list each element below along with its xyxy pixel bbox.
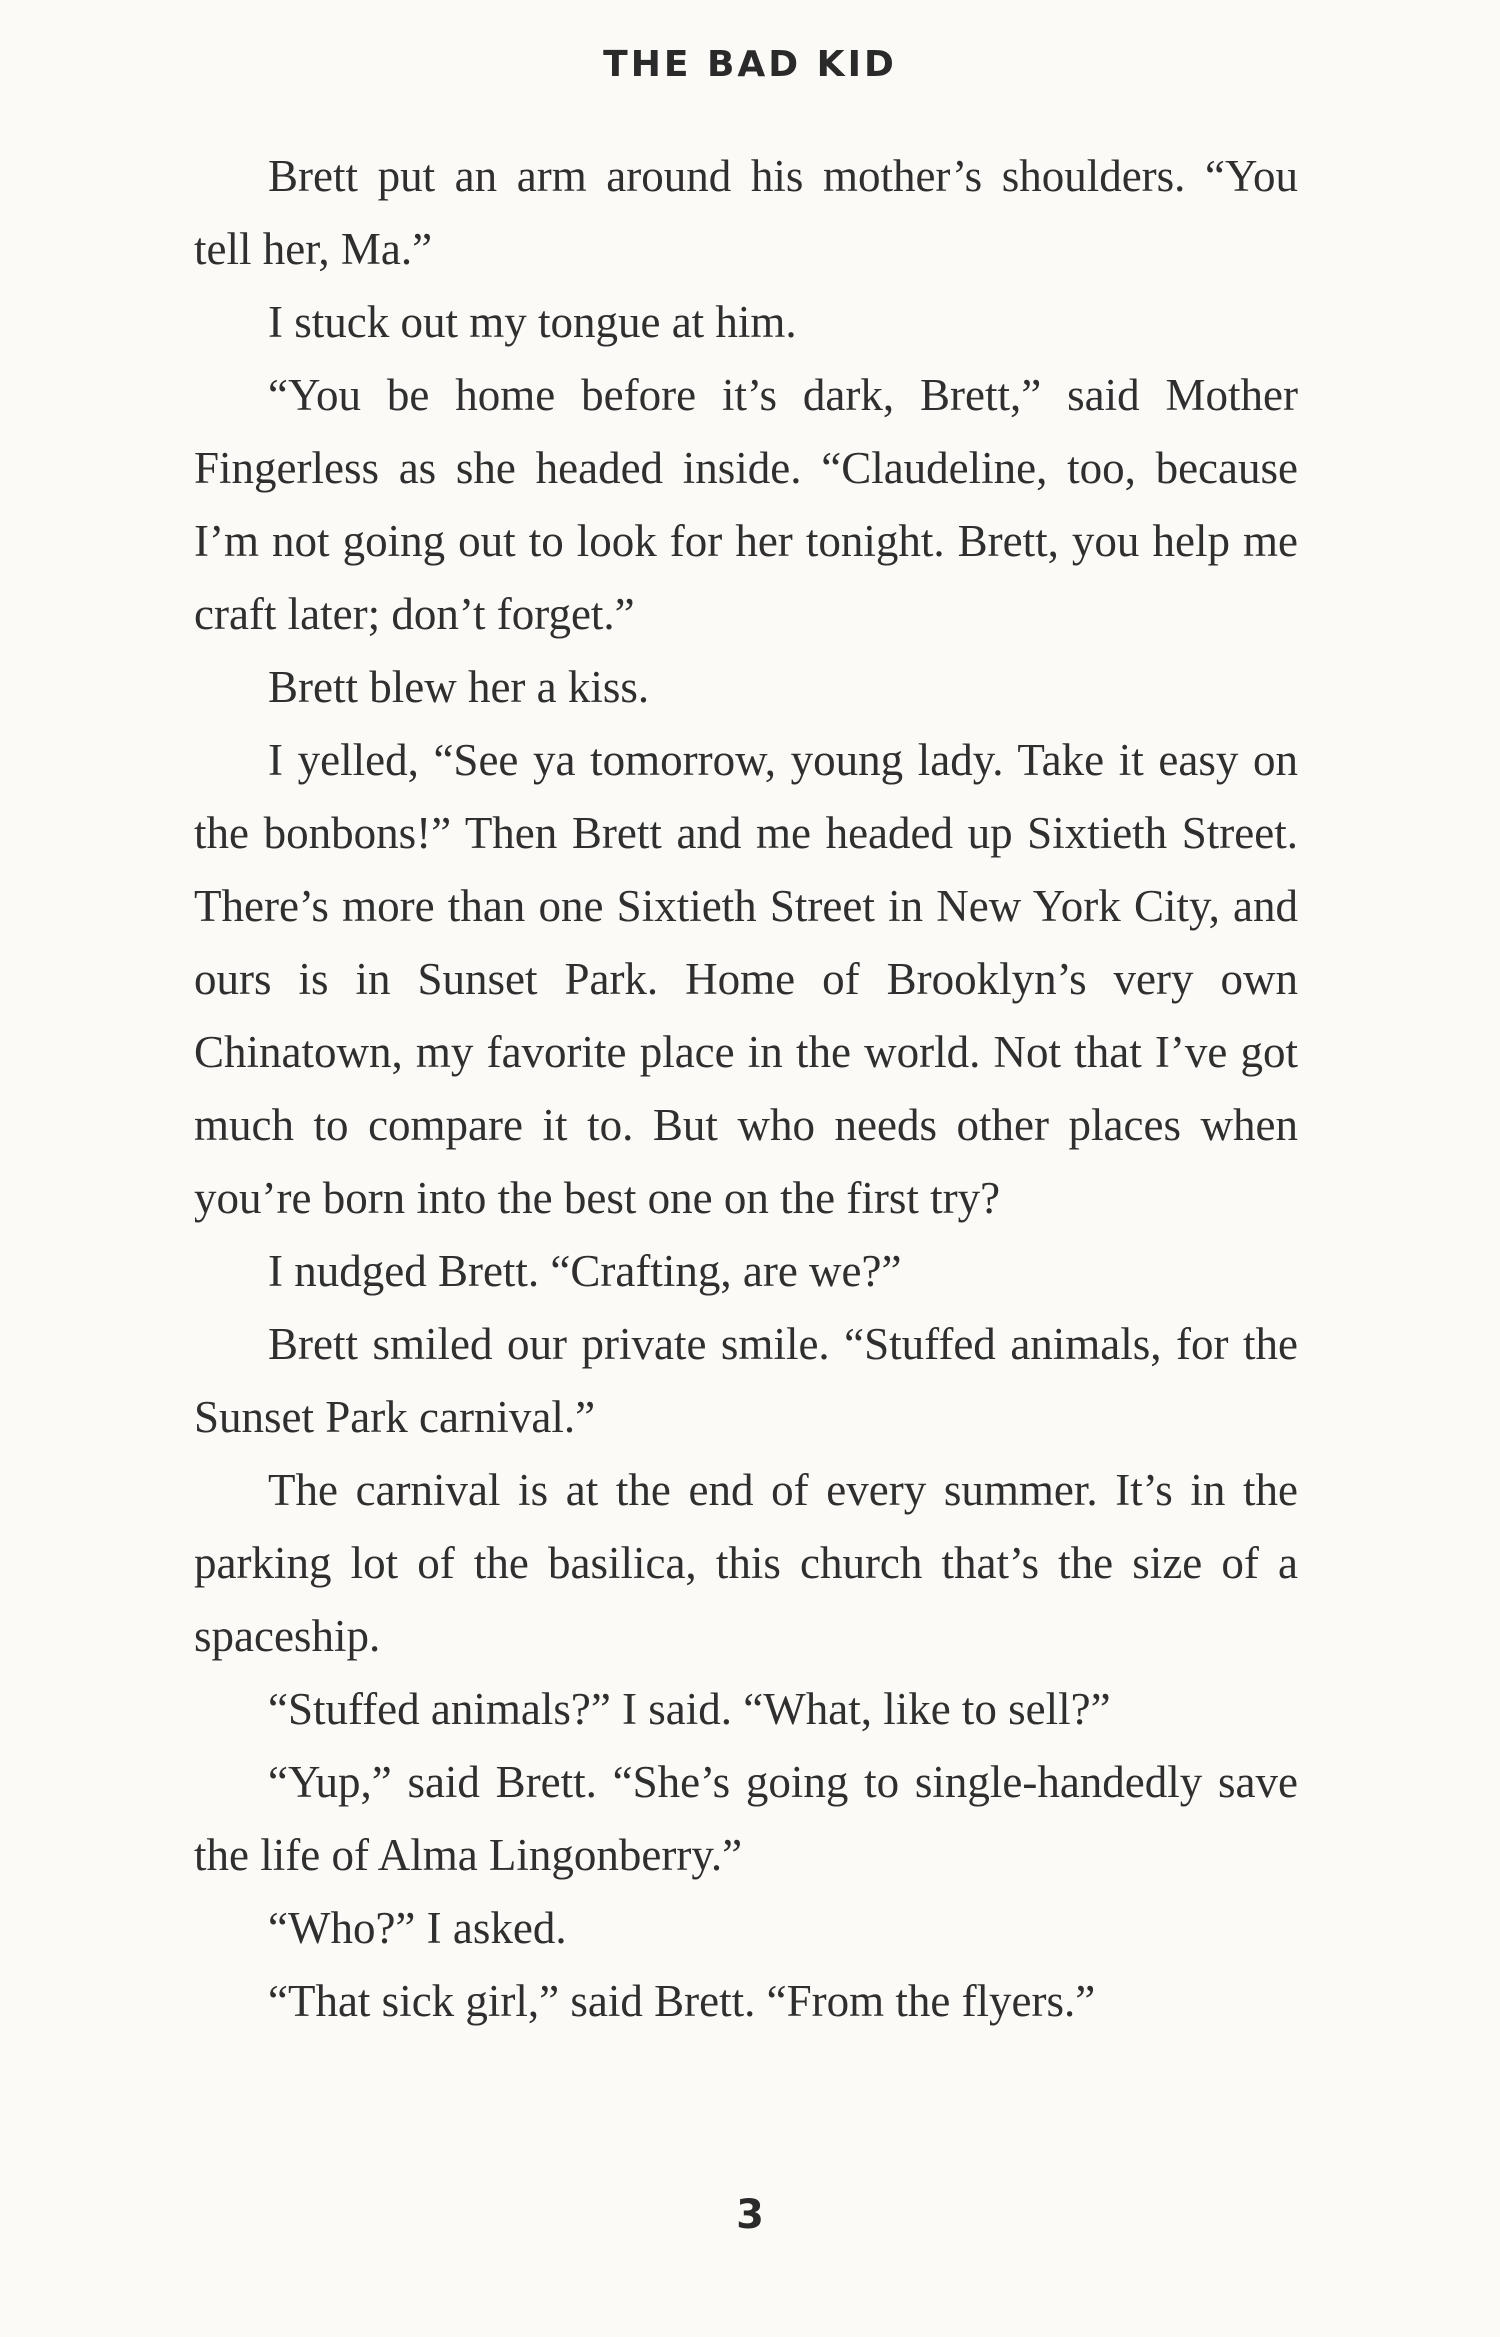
paragraph: Brett put an arm around his mother’s shoulders. “You tell her, Ma.” — [194, 151, 1298, 274]
paragraph: “That sick girl,” said Brett. “From the flyers.” — [268, 1976, 1096, 2026]
paragraph: “You be home before it’s dark, Brett,” said Mother Fingerless as she headed inside. “Claudeline, too, because I’m not going out to look for her tonight. Brett, you help me craft later; don’t forget.” — [194, 370, 1298, 639]
running-title: THE BAD KID — [603, 44, 897, 85]
paragraph: “Who?” I asked. — [268, 1903, 567, 1953]
paragraph: I yelled, “See ya tomorrow, young lady. Take it easy on the bonbons!” Then Brett and me headed up Sixtieth Street. There’s more than one Sixtieth Street in New York City, and ours is in Sunset Park. Home of Brooklyn’s very own Chinatown, my favorite place in the world. Not that I’ve got much to compare it to. But who needs other places when you’re born into the best one on the first try? — [194, 735, 1298, 1223]
paragraph: The carnival is at the end of every summer. It’s in the parking lot of the basilica, this church that’s the size of a spaceship. — [194, 1465, 1298, 1661]
paragraph: Brett smiled our private smile. “Stuffed animals, for the Sunset Park carnival.” — [194, 1319, 1298, 1442]
paragraph: I stuck out my tongue at him. — [268, 297, 797, 347]
paragraph: I nudged Brett. “Crafting, are we?” — [268, 1246, 902, 1296]
page-number: 3 — [736, 2192, 764, 2238]
paragraph: “Yup,” said Brett. “She’s going to single-handedly save the life of Alma Lingonberry.” — [194, 1757, 1298, 1880]
paragraph: Brett blew her a kiss. — [268, 662, 650, 712]
body-text — [194, 140, 1298, 2038]
paragraph: “Stuffed animals?” I said. “What, like to sell?” — [268, 1684, 1111, 1734]
